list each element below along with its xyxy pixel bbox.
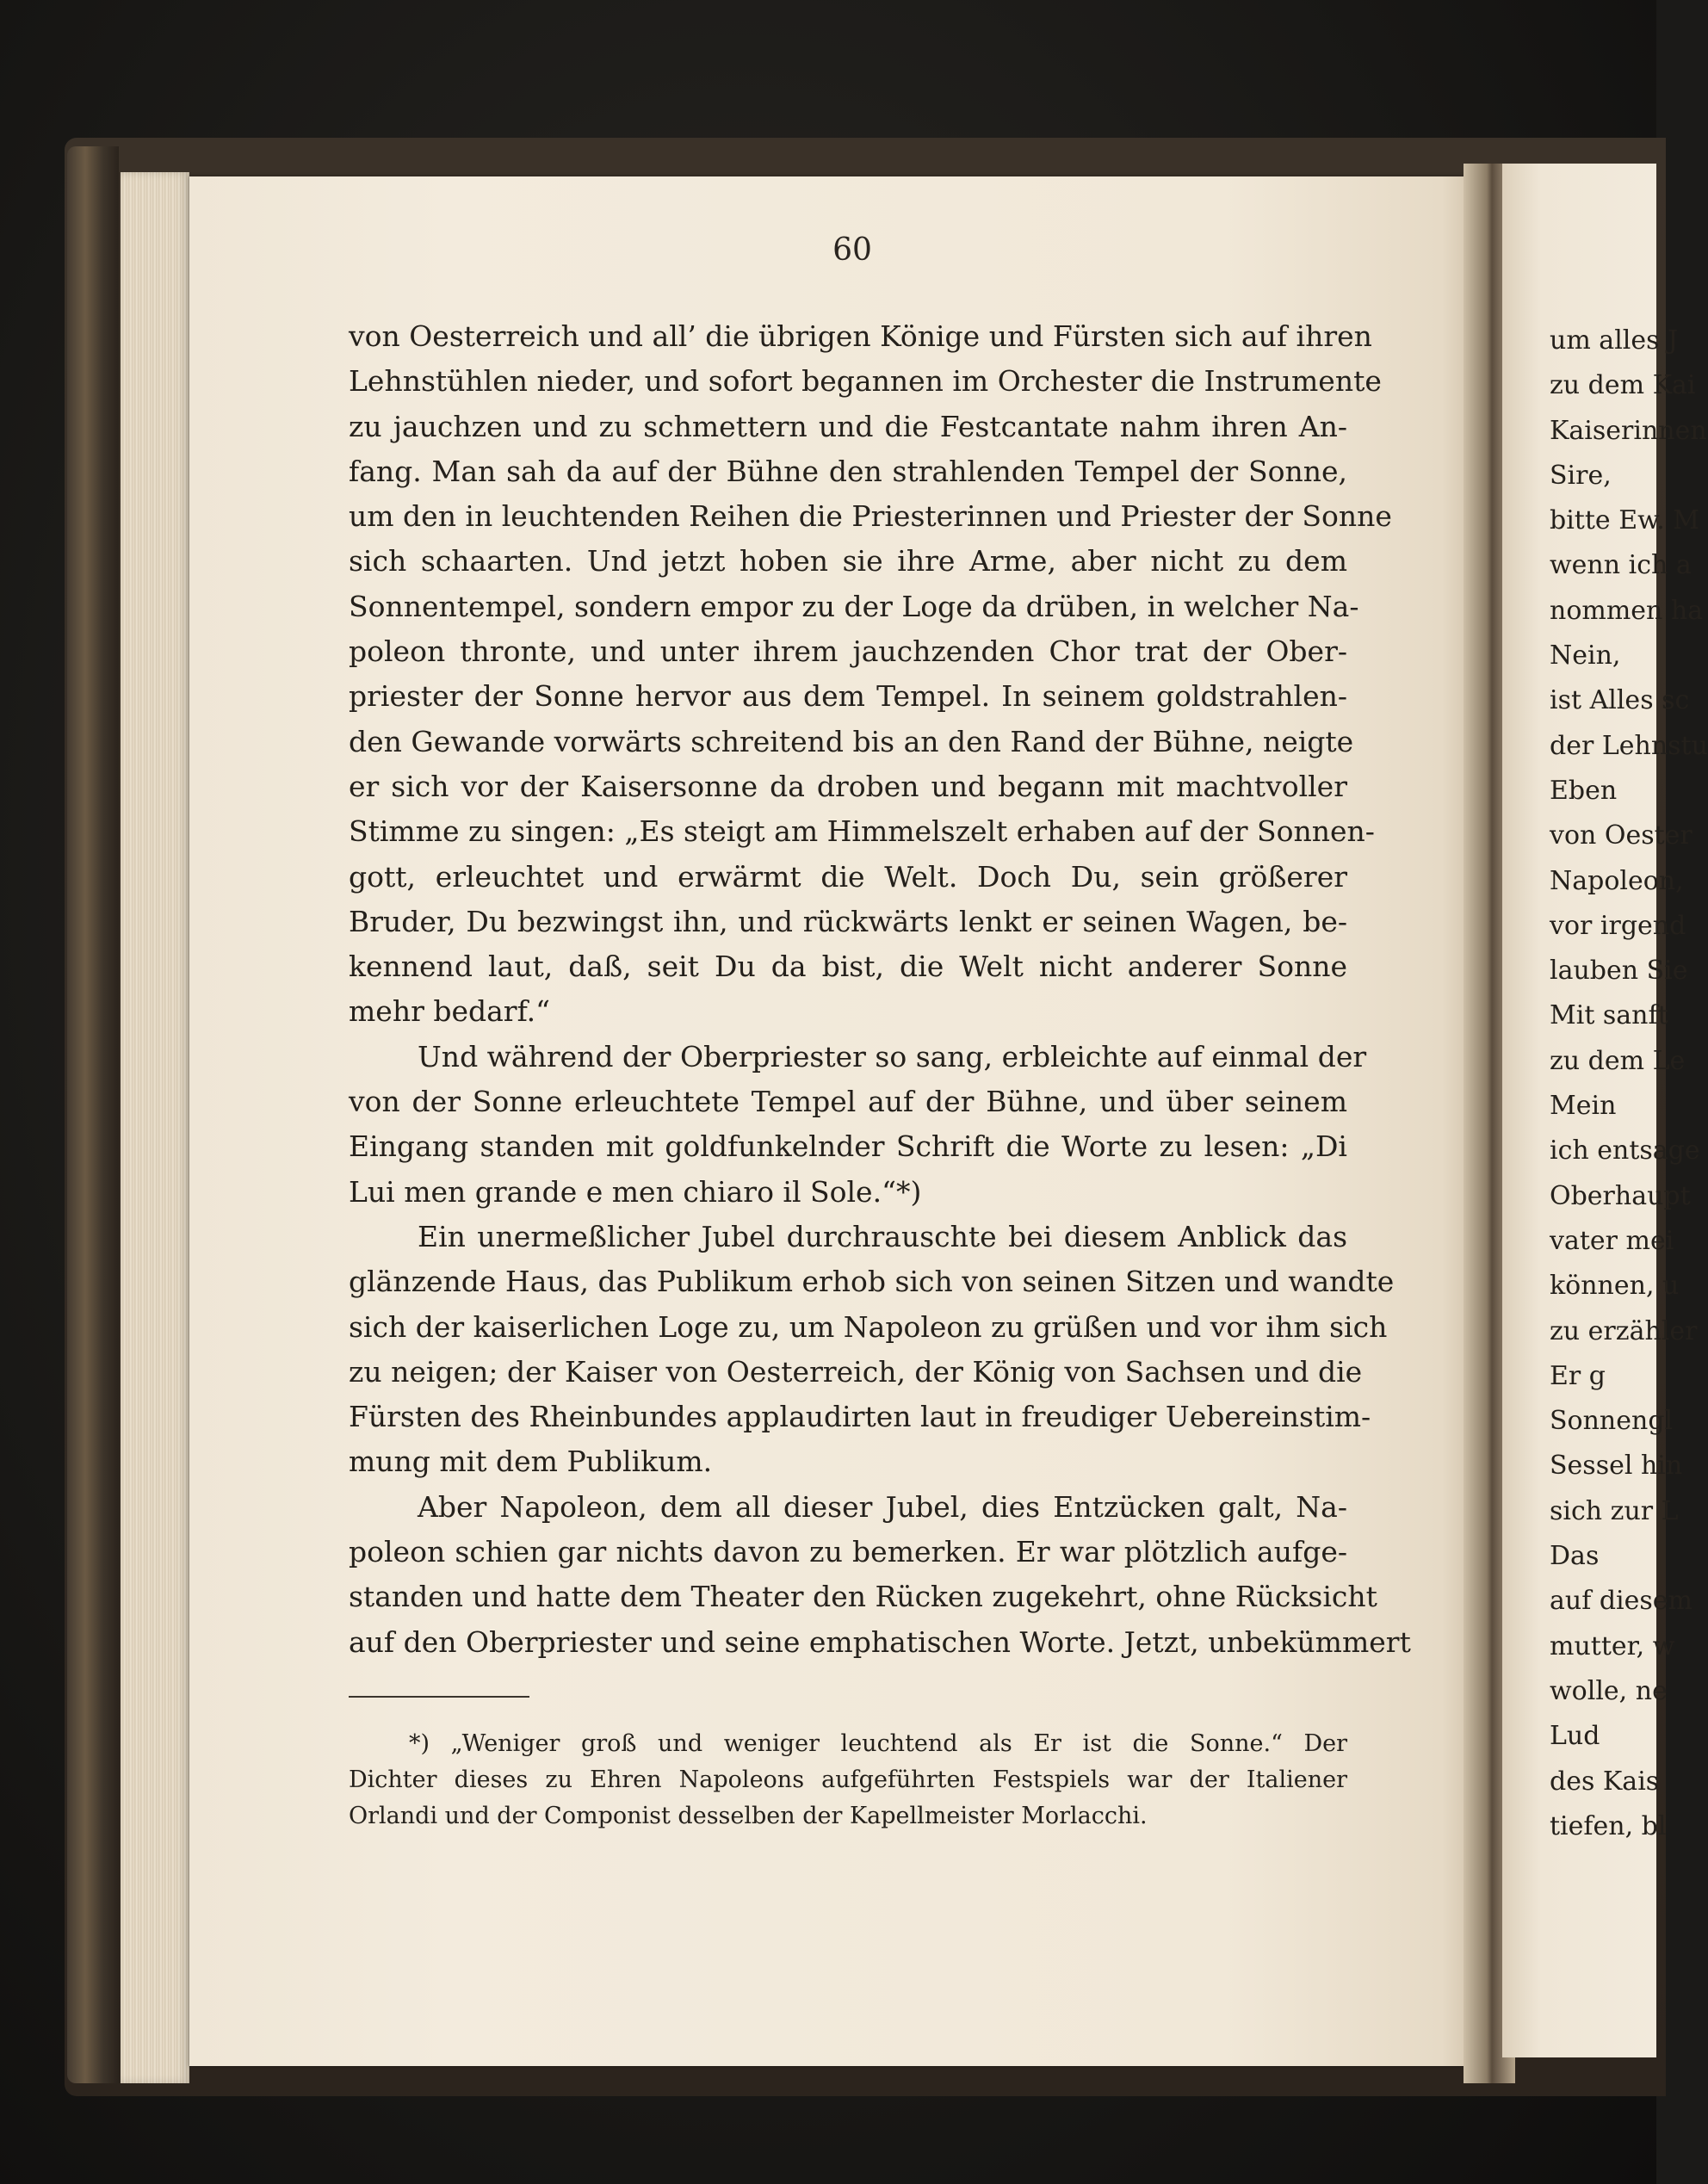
facing-page-line: Er g bbox=[1550, 1360, 1606, 1391]
facing-page-line: sich zur L bbox=[1550, 1495, 1679, 1526]
facing-page-line: auf diesem bbox=[1550, 1586, 1693, 1617]
body-line: Stimme zu singen: „Es steigt am Himmelszelt erhaben auf der Sonnen- bbox=[349, 814, 1375, 849]
facing-page-line: Napoleon, bbox=[1550, 865, 1684, 896]
body-line: Und während der Oberpriester so sang, erbleichte auf einmal der bbox=[418, 1039, 1367, 1073]
facing-page-line: vor irgend bbox=[1550, 910, 1686, 941]
facing-page-line: mutter, w bbox=[1550, 1630, 1675, 1661]
facing-page-line: Sessel hin bbox=[1550, 1451, 1683, 1482]
facing-page-line: wolle, ne bbox=[1550, 1675, 1668, 1706]
body-line: kennend laut, daß, seit Du da bist, die Welt nicht anderer Sonne bbox=[349, 950, 1347, 984]
body-line: auf den Oberpriester und seine emphatischen Worte. Jetzt, unbekümmert bbox=[349, 1624, 1411, 1659]
facing-page-line: lauben Sie bbox=[1550, 956, 1688, 987]
body-line: zu jauchzen und zu schmettern und die Festcantate nahm ihren An- bbox=[349, 409, 1347, 443]
facing-page-line: zu erzähler bbox=[1550, 1315, 1698, 1346]
facing-page-line: Kaiserinnen bbox=[1550, 415, 1707, 446]
body-line: Ein unermeßlicher Jubel durchrauschte bei diesem Anblick das bbox=[418, 1219, 1347, 1253]
facing-page-line: zu dem Kai bbox=[1550, 370, 1696, 401]
footnote-line: *) „Weniger groß und weniger leuchtend als Er ist die Sonne.“ Der bbox=[409, 1730, 1347, 1757]
body-line: er sich vor der Kaisersonne da droben und begann mit machtvoller bbox=[349, 769, 1347, 803]
body-line: Fürsten des Rheinbundes applaudirten laut in freudiger Uebereinstim- bbox=[349, 1400, 1371, 1434]
body-line: von Oesterreich und all’ die übrigen Könige und Fürsten sich auf ihren bbox=[349, 319, 1372, 353]
facing-page-line: Das bbox=[1550, 1541, 1600, 1572]
facing-page-line: Mit sanft bbox=[1550, 1000, 1668, 1031]
facing-page-line: von Oester bbox=[1550, 820, 1693, 851]
facing-page-line: Nein, bbox=[1550, 640, 1621, 671]
body-line: um den in leuchtenden Reihen die Priesterinnen und Priester der Sonne bbox=[349, 499, 1392, 534]
body-line: Bruder, Du bezwingst ihn, und rückwärts lenkt er seinen Wagen, be- bbox=[349, 904, 1347, 938]
body-line: glänzende Haus, das Publikum erhob sich von seinen Sitzen und wandte bbox=[349, 1265, 1395, 1299]
book-spine-edge bbox=[67, 146, 119, 2083]
facing-page-line: Oberhaupt bbox=[1550, 1180, 1691, 1211]
body-line: zu neigen; der Kaiser von Oesterreich, der König von Sachsen und die bbox=[349, 1354, 1363, 1389]
body-line: gott, erleuchtet und erwärmt die Welt. Doch Du, sein größerer bbox=[349, 859, 1347, 894]
body-line: Sonnentempel, sondern empor zu der Loge da drüben, in welcher Na- bbox=[349, 589, 1359, 623]
facing-page-line: um alles J bbox=[1550, 325, 1679, 356]
facing-page-line: Eben bbox=[1550, 775, 1618, 806]
body-line: Aber Napoleon, dem all dieser Jubel, dies Entzücken galt, Na- bbox=[418, 1489, 1347, 1524]
facing-page-line: zu dem Le bbox=[1550, 1045, 1686, 1076]
facing-page-line: tiefen, bl bbox=[1550, 1810, 1667, 1841]
body-line: mehr bedarf.“ bbox=[349, 994, 550, 1029]
footnote-line: Dichter dieses zu Ehren Napoleons aufgeführten Festspiels war der Italiener bbox=[349, 1766, 1347, 1793]
body-line: mung mit dem Publikum. bbox=[349, 1445, 713, 1479]
facing-page-line: des Kais bbox=[1550, 1766, 1660, 1797]
body-line: standen und hatte dem Theater den Rücken zugekehrt, ohne Rücksicht bbox=[349, 1580, 1377, 1614]
facing-page-line: nommen ha bbox=[1550, 595, 1704, 626]
facing-page-line: ist Alles sc bbox=[1550, 685, 1690, 716]
body-line: von der Sonne erleuchtete Tempel auf der Bühne, und über seinem bbox=[349, 1085, 1347, 1119]
facing-page-line: Sonnengl bbox=[1550, 1406, 1674, 1437]
facing-page-line: Mein bbox=[1550, 1091, 1617, 1122]
facing-page-line: Sire, bbox=[1550, 460, 1612, 491]
footnote-rule bbox=[349, 1696, 529, 1698]
body-line: Lui men grande e men chiaro il Sole.“*) bbox=[349, 1174, 922, 1209]
body-line: Eingang standen mit goldfunkelnder Schrift die Worte zu lesen: „Di bbox=[349, 1129, 1347, 1164]
facing-page-text bbox=[1550, 319, 1708, 1849]
facing-page-line: bitte Ew. M bbox=[1550, 505, 1700, 536]
body-line: sich der kaiserlichen Loge zu, um Napoleon zu grüßen und vor ihm sich bbox=[349, 1309, 1388, 1344]
body-line: sich schaarten. Und jetzt hoben sie ihre Arme, aber nicht zu dem bbox=[349, 544, 1347, 578]
footnote-line: Orlandi und der Componist desselben der Kapellmeister Morlacchi. bbox=[349, 1803, 1148, 1829]
body-text bbox=[349, 314, 1411, 1665]
footnote bbox=[349, 1726, 1347, 1834]
facing-page-line: vater mei bbox=[1550, 1225, 1674, 1256]
body-line: poleon schien gar nichts davon zu bemerken. Er war plötzlich aufge- bbox=[349, 1535, 1347, 1569]
facing-page-line: der Lehnstu bbox=[1550, 730, 1708, 761]
facing-page-line: wenn ich a bbox=[1550, 550, 1692, 581]
body-line: Lehnstühlen nieder, und sofort begannen im Orchester die Instrumente bbox=[349, 364, 1382, 399]
page-stack-edges bbox=[121, 172, 189, 2083]
body-line: poleon thronte, und unter ihrem jauchzenden Chor trat der Ober- bbox=[349, 634, 1347, 669]
facing-page-line: ich entsage bbox=[1550, 1135, 1700, 1166]
facing-page-line: können, u bbox=[1550, 1271, 1680, 1302]
facing-page-line: Lud bbox=[1550, 1721, 1600, 1752]
body-line: fang. Man sah da auf der Bühne den strahlenden Tempel der Sonne, bbox=[349, 454, 1347, 488]
page-number: 60 bbox=[832, 232, 872, 268]
body-line: priester der Sonne hervor aus dem Tempel. In seinem goldstrahlen- bbox=[349, 679, 1347, 714]
body-line: den Gewande vorwärts schreitend bis an den Rand der Bühne, neigte bbox=[349, 724, 1354, 758]
